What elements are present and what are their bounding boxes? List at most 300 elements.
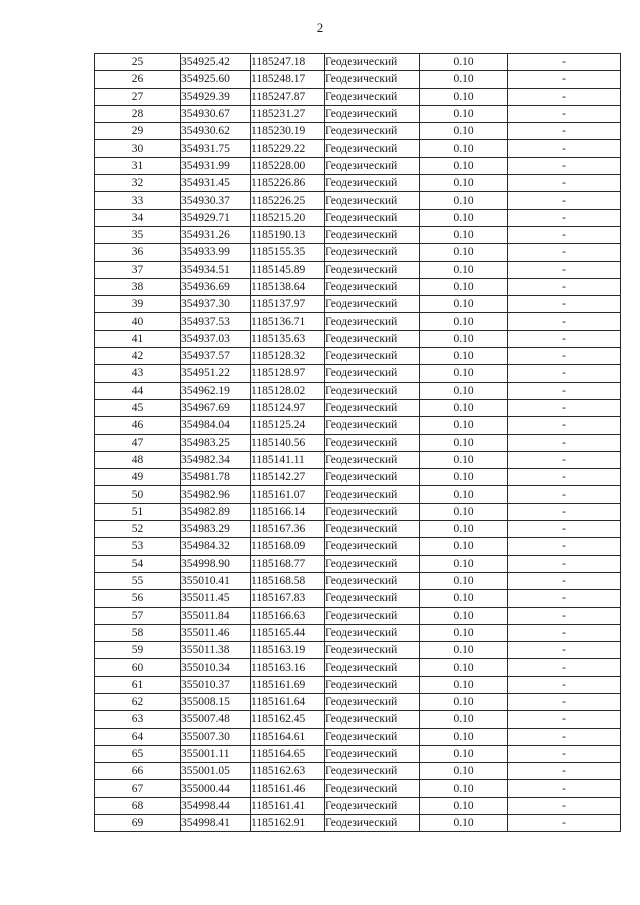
x-coordinate-cell: 354925.60 xyxy=(181,71,251,88)
table-row xyxy=(95,745,621,762)
point-number-cell: 62 xyxy=(95,693,181,710)
precision-cell: 0.10 xyxy=(420,278,508,295)
x-coordinate-cell: 354937.57 xyxy=(181,348,251,365)
point-number-cell: 58 xyxy=(95,624,181,641)
method-cell: Геодезический xyxy=(325,659,420,676)
x-coordinate-cell: 354936.69 xyxy=(181,278,251,295)
x-coordinate-cell: 354930.67 xyxy=(181,105,251,122)
y-coordinate-cell: 1185161.69 xyxy=(251,676,325,693)
table-row xyxy=(95,140,621,157)
point-number-cell: 67 xyxy=(95,780,181,797)
point-number-cell: 29 xyxy=(95,123,181,140)
y-coordinate-cell: 1185215.20 xyxy=(251,209,325,226)
x-coordinate-cell: 354931.99 xyxy=(181,157,251,174)
precision-cell: 0.10 xyxy=(420,434,508,451)
method-cell: Геодезический xyxy=(325,503,420,520)
method-cell: Геодезический xyxy=(325,676,420,693)
note-cell: - xyxy=(508,642,621,659)
x-coordinate-cell: 354998.44 xyxy=(181,797,251,814)
precision-cell: 0.10 xyxy=(420,659,508,676)
precision-cell: 0.10 xyxy=(420,365,508,382)
note-cell: - xyxy=(508,572,621,589)
method-cell: Геодезический xyxy=(325,140,420,157)
note-cell: - xyxy=(508,745,621,762)
table-row xyxy=(95,763,621,780)
table-row xyxy=(95,54,621,71)
table-row xyxy=(95,728,621,745)
y-coordinate-cell: 1185128.32 xyxy=(251,348,325,365)
y-coordinate-cell: 1185167.83 xyxy=(251,590,325,607)
note-cell: - xyxy=(508,451,621,468)
note-cell: - xyxy=(508,590,621,607)
method-cell: Геодезический xyxy=(325,278,420,295)
note-cell: - xyxy=(508,365,621,382)
y-coordinate-cell: 1185165.44 xyxy=(251,624,325,641)
note-cell: - xyxy=(508,71,621,88)
page-number: 2 xyxy=(316,20,324,35)
note-cell: - xyxy=(508,313,621,330)
point-number-cell: 28 xyxy=(95,105,181,122)
table-row xyxy=(95,313,621,330)
method-cell: Геодезический xyxy=(325,486,420,503)
point-number-cell: 41 xyxy=(95,330,181,347)
y-coordinate-cell: 1185163.19 xyxy=(251,642,325,659)
x-coordinate-cell: 354951.22 xyxy=(181,365,251,382)
precision-cell: 0.10 xyxy=(420,572,508,589)
x-coordinate-cell: 355008.15 xyxy=(181,693,251,710)
coordinates-table xyxy=(94,53,621,832)
x-coordinate-cell: 354931.45 xyxy=(181,175,251,192)
method-cell: Геодезический xyxy=(325,261,420,278)
precision-cell: 0.10 xyxy=(420,140,508,157)
table-row xyxy=(95,105,621,122)
table-row xyxy=(95,365,621,382)
precision-cell: 0.10 xyxy=(420,745,508,762)
x-coordinate-cell: 354937.30 xyxy=(181,296,251,313)
note-cell: - xyxy=(508,54,621,71)
point-number-cell: 54 xyxy=(95,555,181,572)
method-cell: Геодезический xyxy=(325,607,420,624)
method-cell: Геодезический xyxy=(325,88,420,105)
point-number-cell: 38 xyxy=(95,278,181,295)
point-number-cell: 66 xyxy=(95,763,181,780)
x-coordinate-cell: 355007.30 xyxy=(181,728,251,745)
precision-cell: 0.10 xyxy=(420,521,508,538)
precision-cell: 0.10 xyxy=(420,261,508,278)
x-coordinate-cell: 354984.04 xyxy=(181,417,251,434)
table-row xyxy=(95,244,621,261)
method-cell: Геодезический xyxy=(325,313,420,330)
note-cell: - xyxy=(508,676,621,693)
table-row xyxy=(95,642,621,659)
precision-cell: 0.10 xyxy=(420,244,508,261)
point-number-cell: 43 xyxy=(95,365,181,382)
method-cell: Геодезический xyxy=(325,296,420,313)
precision-cell: 0.10 xyxy=(420,157,508,174)
precision-cell: 0.10 xyxy=(420,451,508,468)
note-cell: - xyxy=(508,175,621,192)
note-cell: - xyxy=(508,348,621,365)
method-cell: Геодезический xyxy=(325,624,420,641)
method-cell: Геодезический xyxy=(325,572,420,589)
x-coordinate-cell: 354937.03 xyxy=(181,330,251,347)
x-coordinate-cell: 355011.45 xyxy=(181,590,251,607)
y-coordinate-cell: 1185228.00 xyxy=(251,157,325,174)
table-row xyxy=(95,607,621,624)
point-number-cell: 47 xyxy=(95,434,181,451)
method-cell: Геодезический xyxy=(325,434,420,451)
x-coordinate-cell: 355011.46 xyxy=(181,624,251,641)
y-coordinate-cell: 1185190.13 xyxy=(251,226,325,243)
table-row xyxy=(95,399,621,416)
note-cell: - xyxy=(508,382,621,399)
precision-cell: 0.10 xyxy=(420,797,508,814)
method-cell: Геодезический xyxy=(325,417,420,434)
precision-cell: 0.10 xyxy=(420,503,508,520)
y-coordinate-cell: 1185142.27 xyxy=(251,469,325,486)
method-cell: Геодезический xyxy=(325,123,420,140)
y-coordinate-cell: 1185164.65 xyxy=(251,745,325,762)
y-coordinate-cell: 1185248.17 xyxy=(251,71,325,88)
table-row xyxy=(95,88,621,105)
note-cell: - xyxy=(508,140,621,157)
note-cell: - xyxy=(508,399,621,416)
point-number-cell: 46 xyxy=(95,417,181,434)
note-cell: - xyxy=(508,797,621,814)
precision-cell: 0.10 xyxy=(420,175,508,192)
note-cell: - xyxy=(508,434,621,451)
method-cell: Геодезический xyxy=(325,399,420,416)
x-coordinate-cell: 354981.78 xyxy=(181,469,251,486)
precision-cell: 0.10 xyxy=(420,624,508,641)
x-coordinate-cell: 354930.37 xyxy=(181,192,251,209)
precision-cell: 0.10 xyxy=(420,330,508,347)
y-coordinate-cell: 1185167.36 xyxy=(251,521,325,538)
point-number-cell: 60 xyxy=(95,659,181,676)
precision-cell: 0.10 xyxy=(420,417,508,434)
precision-cell: 0.10 xyxy=(420,486,508,503)
point-number-cell: 35 xyxy=(95,226,181,243)
y-coordinate-cell: 1185168.77 xyxy=(251,555,325,572)
coordinates-table-body xyxy=(95,54,621,832)
note-cell: - xyxy=(508,123,621,140)
table-row xyxy=(95,711,621,728)
y-coordinate-cell: 1185141.11 xyxy=(251,451,325,468)
point-number-cell: 65 xyxy=(95,745,181,762)
x-coordinate-cell: 354998.41 xyxy=(181,815,251,832)
note-cell: - xyxy=(508,192,621,209)
note-cell: - xyxy=(508,209,621,226)
x-coordinate-cell: 354982.96 xyxy=(181,486,251,503)
y-coordinate-cell: 1185161.07 xyxy=(251,486,325,503)
x-coordinate-cell: 355010.41 xyxy=(181,572,251,589)
table-row xyxy=(95,417,621,434)
table-row xyxy=(95,157,621,174)
point-number-cell: 27 xyxy=(95,88,181,105)
note-cell: - xyxy=(508,693,621,710)
point-number-cell: 26 xyxy=(95,71,181,88)
table-row xyxy=(95,278,621,295)
table-row xyxy=(95,555,621,572)
precision-cell: 0.10 xyxy=(420,105,508,122)
table-row xyxy=(95,226,621,243)
note-cell: - xyxy=(508,503,621,520)
x-coordinate-cell: 354998.90 xyxy=(181,555,251,572)
y-coordinate-cell: 1185161.41 xyxy=(251,797,325,814)
method-cell: Геодезический xyxy=(325,54,420,71)
table-row xyxy=(95,296,621,313)
note-cell: - xyxy=(508,659,621,676)
precision-cell: 0.10 xyxy=(420,192,508,209)
table-row xyxy=(95,538,621,555)
precision-cell: 0.10 xyxy=(420,693,508,710)
point-number-cell: 40 xyxy=(95,313,181,330)
precision-cell: 0.10 xyxy=(420,348,508,365)
y-coordinate-cell: 1185145.89 xyxy=(251,261,325,278)
method-cell: Геодезический xyxy=(325,693,420,710)
precision-cell: 0.10 xyxy=(420,123,508,140)
x-coordinate-cell: 355011.38 xyxy=(181,642,251,659)
note-cell: - xyxy=(508,417,621,434)
point-number-cell: 57 xyxy=(95,607,181,624)
precision-cell: 0.10 xyxy=(420,54,508,71)
precision-cell: 0.10 xyxy=(420,313,508,330)
method-cell: Геодезический xyxy=(325,157,420,174)
precision-cell: 0.10 xyxy=(420,676,508,693)
point-number-cell: 52 xyxy=(95,521,181,538)
table-row xyxy=(95,572,621,589)
y-coordinate-cell: 1185135.63 xyxy=(251,330,325,347)
x-coordinate-cell: 354929.39 xyxy=(181,88,251,105)
method-cell: Геодезический xyxy=(325,71,420,88)
method-cell: Геодезический xyxy=(325,382,420,399)
method-cell: Геодезический xyxy=(325,192,420,209)
point-number-cell: 45 xyxy=(95,399,181,416)
note-cell: - xyxy=(508,555,621,572)
x-coordinate-cell: 355000.44 xyxy=(181,780,251,797)
table-row xyxy=(95,209,621,226)
table-row xyxy=(95,624,621,641)
point-number-cell: 69 xyxy=(95,815,181,832)
note-cell: - xyxy=(508,261,621,278)
method-cell: Геодезический xyxy=(325,555,420,572)
note-cell: - xyxy=(508,157,621,174)
precision-cell: 0.10 xyxy=(420,642,508,659)
precision-cell: 0.10 xyxy=(420,382,508,399)
point-number-cell: 64 xyxy=(95,728,181,745)
method-cell: Геодезический xyxy=(325,469,420,486)
y-coordinate-cell: 1185164.61 xyxy=(251,728,325,745)
point-number-cell: 68 xyxy=(95,797,181,814)
precision-cell: 0.10 xyxy=(420,728,508,745)
y-coordinate-cell: 1185162.63 xyxy=(251,763,325,780)
x-coordinate-cell: 354983.25 xyxy=(181,434,251,451)
y-coordinate-cell: 1185247.18 xyxy=(251,54,325,71)
y-coordinate-cell: 1185166.63 xyxy=(251,607,325,624)
point-number-cell: 53 xyxy=(95,538,181,555)
y-coordinate-cell: 1185168.58 xyxy=(251,572,325,589)
table-row xyxy=(95,192,621,209)
method-cell: Геодезический xyxy=(325,330,420,347)
precision-cell: 0.10 xyxy=(420,763,508,780)
method-cell: Геодезический xyxy=(325,797,420,814)
y-coordinate-cell: 1185168.09 xyxy=(251,538,325,555)
point-number-cell: 25 xyxy=(95,54,181,71)
y-coordinate-cell: 1185230.19 xyxy=(251,123,325,140)
table-row xyxy=(95,797,621,814)
point-number-cell: 56 xyxy=(95,590,181,607)
y-coordinate-cell: 1185125.24 xyxy=(251,417,325,434)
table-row xyxy=(95,503,621,520)
y-coordinate-cell: 1185128.02 xyxy=(251,382,325,399)
method-cell: Геодезический xyxy=(325,105,420,122)
note-cell: - xyxy=(508,244,621,261)
note-cell: - xyxy=(508,330,621,347)
method-cell: Геодезический xyxy=(325,365,420,382)
table-row xyxy=(95,261,621,278)
precision-cell: 0.10 xyxy=(420,296,508,313)
point-number-cell: 63 xyxy=(95,711,181,728)
table-row xyxy=(95,382,621,399)
method-cell: Геодезический xyxy=(325,538,420,555)
table-row xyxy=(95,434,621,451)
note-cell: - xyxy=(508,88,621,105)
y-coordinate-cell: 1185226.86 xyxy=(251,175,325,192)
x-coordinate-cell: 354930.62 xyxy=(181,123,251,140)
y-coordinate-cell: 1185136.71 xyxy=(251,313,325,330)
x-coordinate-cell: 354937.53 xyxy=(181,313,251,330)
y-coordinate-cell: 1185229.22 xyxy=(251,140,325,157)
table-row xyxy=(95,693,621,710)
note-cell: - xyxy=(508,521,621,538)
precision-cell: 0.10 xyxy=(420,538,508,555)
point-number-cell: 30 xyxy=(95,140,181,157)
note-cell: - xyxy=(508,226,621,243)
note-cell: - xyxy=(508,105,621,122)
point-number-cell: 50 xyxy=(95,486,181,503)
point-number-cell: 33 xyxy=(95,192,181,209)
y-coordinate-cell: 1185128.97 xyxy=(251,365,325,382)
table-row xyxy=(95,521,621,538)
note-cell: - xyxy=(508,711,621,728)
precision-cell: 0.10 xyxy=(420,590,508,607)
table-row xyxy=(95,815,621,832)
precision-cell: 0.10 xyxy=(420,815,508,832)
y-coordinate-cell: 1185138.64 xyxy=(251,278,325,295)
method-cell: Геодезический xyxy=(325,590,420,607)
x-coordinate-cell: 354967.69 xyxy=(181,399,251,416)
x-coordinate-cell: 355001.05 xyxy=(181,763,251,780)
note-cell: - xyxy=(508,780,621,797)
point-number-cell: 51 xyxy=(95,503,181,520)
y-coordinate-cell: 1185155.35 xyxy=(251,244,325,261)
precision-cell: 0.10 xyxy=(420,209,508,226)
point-number-cell: 59 xyxy=(95,642,181,659)
x-coordinate-cell: 354925.42 xyxy=(181,54,251,71)
point-number-cell: 32 xyxy=(95,175,181,192)
x-coordinate-cell: 355011.84 xyxy=(181,607,251,624)
y-coordinate-cell: 1185162.91 xyxy=(251,815,325,832)
precision-cell: 0.10 xyxy=(420,555,508,572)
table-row xyxy=(95,71,621,88)
y-coordinate-cell: 1185162.45 xyxy=(251,711,325,728)
y-coordinate-cell: 1185161.64 xyxy=(251,693,325,710)
point-number-cell: 36 xyxy=(95,244,181,261)
method-cell: Геодезический xyxy=(325,209,420,226)
point-number-cell: 31 xyxy=(95,157,181,174)
method-cell: Геодезический xyxy=(325,642,420,659)
x-coordinate-cell: 354983.29 xyxy=(181,521,251,538)
point-number-cell: 49 xyxy=(95,469,181,486)
precision-cell: 0.10 xyxy=(420,88,508,105)
precision-cell: 0.10 xyxy=(420,607,508,624)
x-coordinate-cell: 355001.11 xyxy=(181,745,251,762)
y-coordinate-cell: 1185124.97 xyxy=(251,399,325,416)
method-cell: Геодезический xyxy=(325,226,420,243)
x-coordinate-cell: 354982.89 xyxy=(181,503,251,520)
table-row xyxy=(95,659,621,676)
y-coordinate-cell: 1185226.25 xyxy=(251,192,325,209)
method-cell: Геодезический xyxy=(325,521,420,538)
precision-cell: 0.10 xyxy=(420,71,508,88)
note-cell: - xyxy=(508,486,621,503)
note-cell: - xyxy=(508,538,621,555)
point-number-cell: 34 xyxy=(95,209,181,226)
method-cell: Геодезический xyxy=(325,745,420,762)
method-cell: Геодезический xyxy=(325,711,420,728)
x-coordinate-cell: 354929.71 xyxy=(181,209,251,226)
table-row xyxy=(95,123,621,140)
point-number-cell: 48 xyxy=(95,451,181,468)
x-coordinate-cell: 354934.51 xyxy=(181,261,251,278)
table-row xyxy=(95,676,621,693)
method-cell: Геодезический xyxy=(325,348,420,365)
y-coordinate-cell: 1185140.56 xyxy=(251,434,325,451)
precision-cell: 0.10 xyxy=(420,226,508,243)
method-cell: Геодезический xyxy=(325,815,420,832)
x-coordinate-cell: 354931.75 xyxy=(181,140,251,157)
method-cell: Геодезический xyxy=(325,451,420,468)
method-cell: Геодезический xyxy=(325,763,420,780)
note-cell: - xyxy=(508,607,621,624)
y-coordinate-cell: 1185247.87 xyxy=(251,88,325,105)
table-row xyxy=(95,469,621,486)
point-number-cell: 55 xyxy=(95,572,181,589)
x-coordinate-cell: 354931.26 xyxy=(181,226,251,243)
point-number-cell: 44 xyxy=(95,382,181,399)
y-coordinate-cell: 1185166.14 xyxy=(251,503,325,520)
x-coordinate-cell: 355010.34 xyxy=(181,659,251,676)
x-coordinate-cell: 354984.32 xyxy=(181,538,251,555)
point-number-cell: 61 xyxy=(95,676,181,693)
method-cell: Геодезический xyxy=(325,244,420,261)
y-coordinate-cell: 1185163.16 xyxy=(251,659,325,676)
y-coordinate-cell: 1185161.46 xyxy=(251,780,325,797)
note-cell: - xyxy=(508,815,621,832)
note-cell: - xyxy=(508,278,621,295)
note-cell: - xyxy=(508,469,621,486)
table-row xyxy=(95,330,621,347)
note-cell: - xyxy=(508,728,621,745)
note-cell: - xyxy=(508,296,621,313)
precision-cell: 0.10 xyxy=(420,399,508,416)
point-number-cell: 39 xyxy=(95,296,181,313)
y-coordinate-cell: 1185137.97 xyxy=(251,296,325,313)
table-row xyxy=(95,780,621,797)
point-number-cell: 37 xyxy=(95,261,181,278)
precision-cell: 0.10 xyxy=(420,780,508,797)
method-cell: Геодезический xyxy=(325,175,420,192)
